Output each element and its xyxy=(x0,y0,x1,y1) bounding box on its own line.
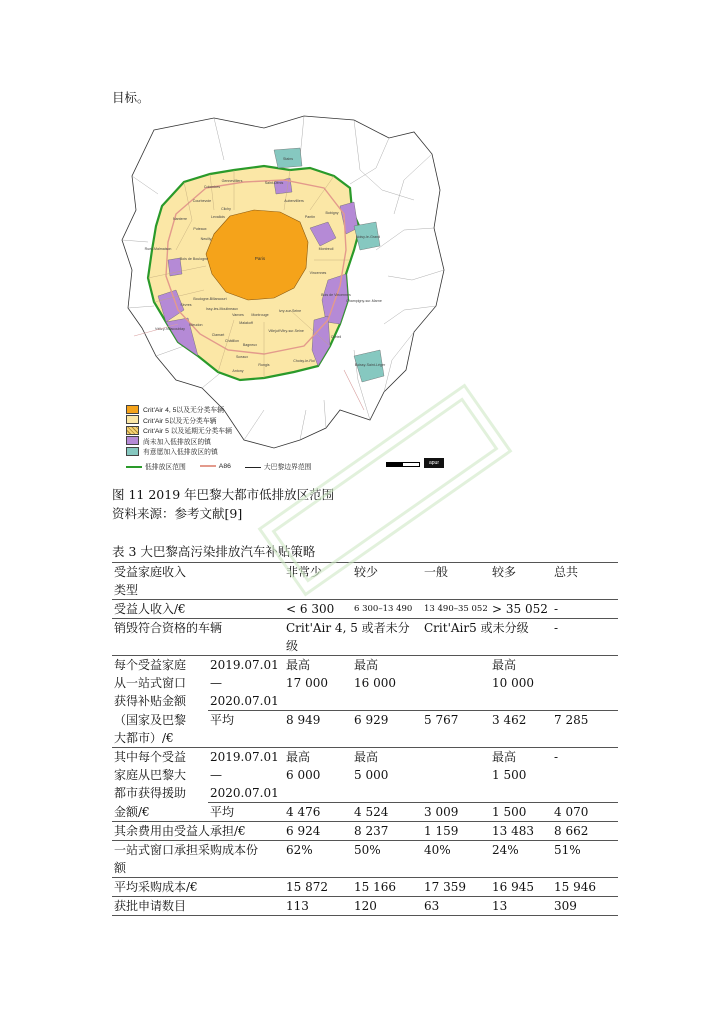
header-cell: 受益家庭收入 xyxy=(112,563,284,582)
table-cell: 最高 xyxy=(352,748,422,767)
header-cell: 较多 xyxy=(490,563,552,582)
table-row xyxy=(112,822,618,841)
legend-item xyxy=(126,436,232,447)
table-cell: 62% xyxy=(284,841,352,860)
legend-lines xyxy=(126,461,311,471)
subsidy-table xyxy=(112,562,618,916)
table-cell: 级 xyxy=(286,639,299,653)
map-label: Colombes xyxy=(203,185,221,189)
header-cell: 非常少 xyxy=(284,563,352,582)
scale-bar xyxy=(386,462,420,467)
table-row xyxy=(112,803,618,822)
map-label: Vélizy-Villacoublay xyxy=(155,327,185,331)
legend-item xyxy=(126,415,232,426)
table-row xyxy=(112,711,618,730)
table-cell: 1 159 xyxy=(422,822,490,841)
table-cell: 51% xyxy=(552,841,618,860)
legend-label: Crit'Air 5以及无分类车辆 xyxy=(143,417,217,425)
period: — xyxy=(210,676,222,690)
apur-logo: apur xyxy=(424,458,444,468)
map-label: Montreuil xyxy=(318,247,334,251)
table-cell: 4 070 xyxy=(552,803,618,822)
period: 2020.07.01 xyxy=(210,786,279,800)
row-label: 大都市）/€ xyxy=(114,731,174,745)
legend-swatch xyxy=(126,426,139,435)
table-row xyxy=(112,878,618,897)
legend-swatch xyxy=(126,405,139,414)
map-label: Aubervilliers xyxy=(284,199,304,203)
legend-item xyxy=(126,404,232,415)
table-row xyxy=(112,784,618,803)
row-label: 平均采购成本/€ xyxy=(112,878,284,897)
table-cell: 50% xyxy=(352,841,422,860)
table-cell: 113 xyxy=(284,897,352,916)
table-cell: 309 xyxy=(552,897,618,916)
row-label: 一站式窗口承担采购成本份 xyxy=(112,841,284,860)
legend-swatch xyxy=(126,415,139,424)
period: 2019.07.01 xyxy=(208,656,284,675)
table-cell: 13 483 xyxy=(490,822,552,841)
row-label: 从一站式窗口 xyxy=(114,676,187,690)
table-cell: 3 009 xyxy=(422,803,490,822)
map-label: Vanves xyxy=(232,313,244,317)
table-cell: 8 662 xyxy=(552,822,618,841)
map-label: Champigny-sur-Marne xyxy=(346,299,382,303)
table-row xyxy=(112,841,618,860)
table-cell: 16 000 xyxy=(354,676,396,690)
map-label: Levallois xyxy=(211,215,225,219)
legend-label: 有意愿加入低排放区的镇 xyxy=(143,449,218,457)
table-cell: Crit'Air 4, 5 或者未分 xyxy=(284,619,422,638)
map-label: Neuilly xyxy=(200,237,212,241)
table-cell: 5 000 xyxy=(354,768,389,782)
legend-line-item: A86 xyxy=(200,463,231,470)
table-header-row xyxy=(112,563,618,582)
map-label: Puteaux xyxy=(193,227,207,231)
table-cell: - xyxy=(552,619,618,638)
table-cell: 40% xyxy=(422,841,490,860)
legend-swatch xyxy=(126,436,139,445)
map-label: Bagneux xyxy=(242,343,258,347)
header-cell: 一般 xyxy=(422,563,490,582)
table-cell: 1 500 xyxy=(492,768,527,782)
map-label: Montrouge xyxy=(251,313,269,317)
table-cell: 16 945 xyxy=(490,878,552,897)
table-cell: 15 872 xyxy=(284,878,352,897)
table-cell: 6 300–13 490 xyxy=(352,600,422,619)
row-label: 受益人收入/€ xyxy=(112,600,284,619)
table-cell: 17 359 xyxy=(422,878,490,897)
table-cell: 6 924 xyxy=(284,822,352,841)
map-label: Meudon xyxy=(189,323,203,327)
table-cell: 最高 xyxy=(284,748,352,767)
map-label: Issy-les-Moulineaux xyxy=(206,307,238,311)
map-label: Stains xyxy=(283,157,293,161)
table-cell: 24% xyxy=(490,841,552,860)
row-label: 家庭从巴黎大 xyxy=(114,768,187,782)
table-cell: Crit'Air5 或未分级 xyxy=(422,619,552,638)
map-label: Châtillon xyxy=(225,339,239,343)
header-cell: 较少 xyxy=(352,563,422,582)
table-cell: 4 476 xyxy=(284,803,352,822)
map-label: Sèvres xyxy=(180,303,192,307)
map-label: Antony xyxy=(232,369,244,373)
map-label: Villejuif xyxy=(268,329,280,333)
table-cell: 6 000 xyxy=(286,768,321,782)
table-cell: 10 000 xyxy=(492,676,534,690)
map-label: Courbevoie xyxy=(192,199,212,203)
table-cell: < 6 300 xyxy=(284,600,352,619)
map-label: Malakoff xyxy=(239,321,253,325)
map-label: Vincennes xyxy=(309,271,327,275)
map-label: Ivry-sur-Seine xyxy=(278,309,302,313)
row-label: 销毁符合资格的车辆 xyxy=(112,619,284,638)
table-cell: 63 xyxy=(422,897,490,916)
row-label: 其余费用由受益人承担/€ xyxy=(112,822,284,841)
legend-line-item: 大巴黎边界范围 xyxy=(245,461,312,471)
table-row xyxy=(112,637,618,656)
table-cell: 8 949 xyxy=(284,711,352,730)
table-cell: 最高 xyxy=(284,656,352,675)
map-label: Clamart xyxy=(211,333,225,337)
paris-label: Paris xyxy=(254,256,266,261)
legend-label: Crit'Air 5 以及延期无分类车辆 xyxy=(143,428,232,436)
map-label: Rungis xyxy=(258,363,270,367)
legend-label: 尚未加入低排放区的镇 xyxy=(143,438,211,446)
row-label: 每个受益家庭 xyxy=(112,656,208,675)
table-caption: 表 3 大巴黎高污染排放汽车补贴策略 xyxy=(112,544,316,559)
period: 2019.07.01 xyxy=(208,748,284,767)
row-label: 获批申请数目 xyxy=(112,897,284,916)
table-cell: 15 166 xyxy=(352,878,422,897)
avg-label: 平均 xyxy=(208,711,284,730)
header-cell: 类型 xyxy=(114,583,139,597)
legend-label: Crit'Air 4, 5以及无分类车辆 xyxy=(143,407,224,415)
table-row xyxy=(112,692,618,711)
table-cell: 最高 xyxy=(490,748,552,767)
row-label: 获得补贴金额 xyxy=(114,694,187,708)
table-cell: > 35 052 xyxy=(490,600,552,619)
figure-source: 资料来源：参考文献[9] xyxy=(112,506,243,521)
table-header-row-cont xyxy=(112,581,618,600)
table-row xyxy=(112,859,618,878)
table-cell: - xyxy=(552,748,618,767)
table-cell: 6 929 xyxy=(352,711,422,730)
table-cell: 5 767 xyxy=(422,711,490,730)
figure-caption: 图 11 2019 年巴黎大都市低排放区范围 xyxy=(112,487,335,502)
table-cell: 120 xyxy=(352,897,422,916)
legend-item xyxy=(126,425,232,436)
table-row xyxy=(112,897,618,916)
row-label: 额 xyxy=(114,861,127,875)
period: 2020.07.01 xyxy=(210,694,279,708)
table-row xyxy=(112,600,618,619)
table-cell: 最高 xyxy=(490,656,552,675)
table-row xyxy=(112,766,618,784)
table-row xyxy=(112,619,618,638)
legend-swatch xyxy=(126,447,139,456)
table-cell: 7 285 xyxy=(552,711,618,730)
legend-line-item: 低排放区范围 xyxy=(126,461,186,471)
table-row xyxy=(112,748,618,767)
table-cell: 最高 xyxy=(352,656,422,675)
row-label: （国家及巴黎 xyxy=(114,712,187,727)
avg-label: 平均 xyxy=(208,803,284,822)
table-cell: 8 237 xyxy=(352,822,422,841)
header-cell: 总共 xyxy=(552,563,618,582)
map-label: Sceaux xyxy=(236,355,248,359)
table-row xyxy=(112,656,618,675)
table-cell: 15 946 xyxy=(552,878,618,897)
table-row xyxy=(112,674,618,692)
map-label: Choisy-le-Roi xyxy=(293,359,315,363)
map-label: Créteil xyxy=(330,335,342,339)
table-row xyxy=(112,729,618,748)
map-legend xyxy=(126,404,232,457)
map-label: Saint-Denis xyxy=(264,181,284,185)
table-cell: 17 000 xyxy=(286,676,328,690)
table-cell: 13 xyxy=(490,897,552,916)
legend-item xyxy=(126,446,232,457)
row-label: 其中每个受益 xyxy=(112,748,208,767)
table-cell: 13 490–35 052 xyxy=(422,600,490,619)
map-label: Vitry-sur-Seine xyxy=(280,329,304,333)
table-cell: 1 500 xyxy=(490,803,552,822)
row-label: 金额/€ xyxy=(114,804,150,819)
table-cell: - xyxy=(552,600,618,619)
map-label: Rueil-Malmaison xyxy=(144,247,172,251)
table-cell: 3 462 xyxy=(490,711,552,730)
map-label: Bobigny xyxy=(325,211,339,215)
map-label: Noisy-le-Grand xyxy=(355,235,381,239)
map-label: Boissy-Saint-Léger xyxy=(354,363,386,367)
map-label: Bois de Vincennes xyxy=(321,293,351,297)
period: — xyxy=(210,768,222,782)
row-label: 都市获得援助 xyxy=(114,786,187,800)
map-label: Boulogne-Billancourt xyxy=(193,297,227,301)
map-label: Bois de Boulogne xyxy=(179,257,209,261)
intro-text: 目标。 xyxy=(112,90,150,105)
map-label: Pantin xyxy=(304,215,316,219)
map-label: Gennevilliers xyxy=(221,179,243,183)
map-label: Nanterre xyxy=(173,217,187,221)
table-cell: 4 524 xyxy=(352,803,422,822)
map-label: Clichy xyxy=(221,207,231,211)
